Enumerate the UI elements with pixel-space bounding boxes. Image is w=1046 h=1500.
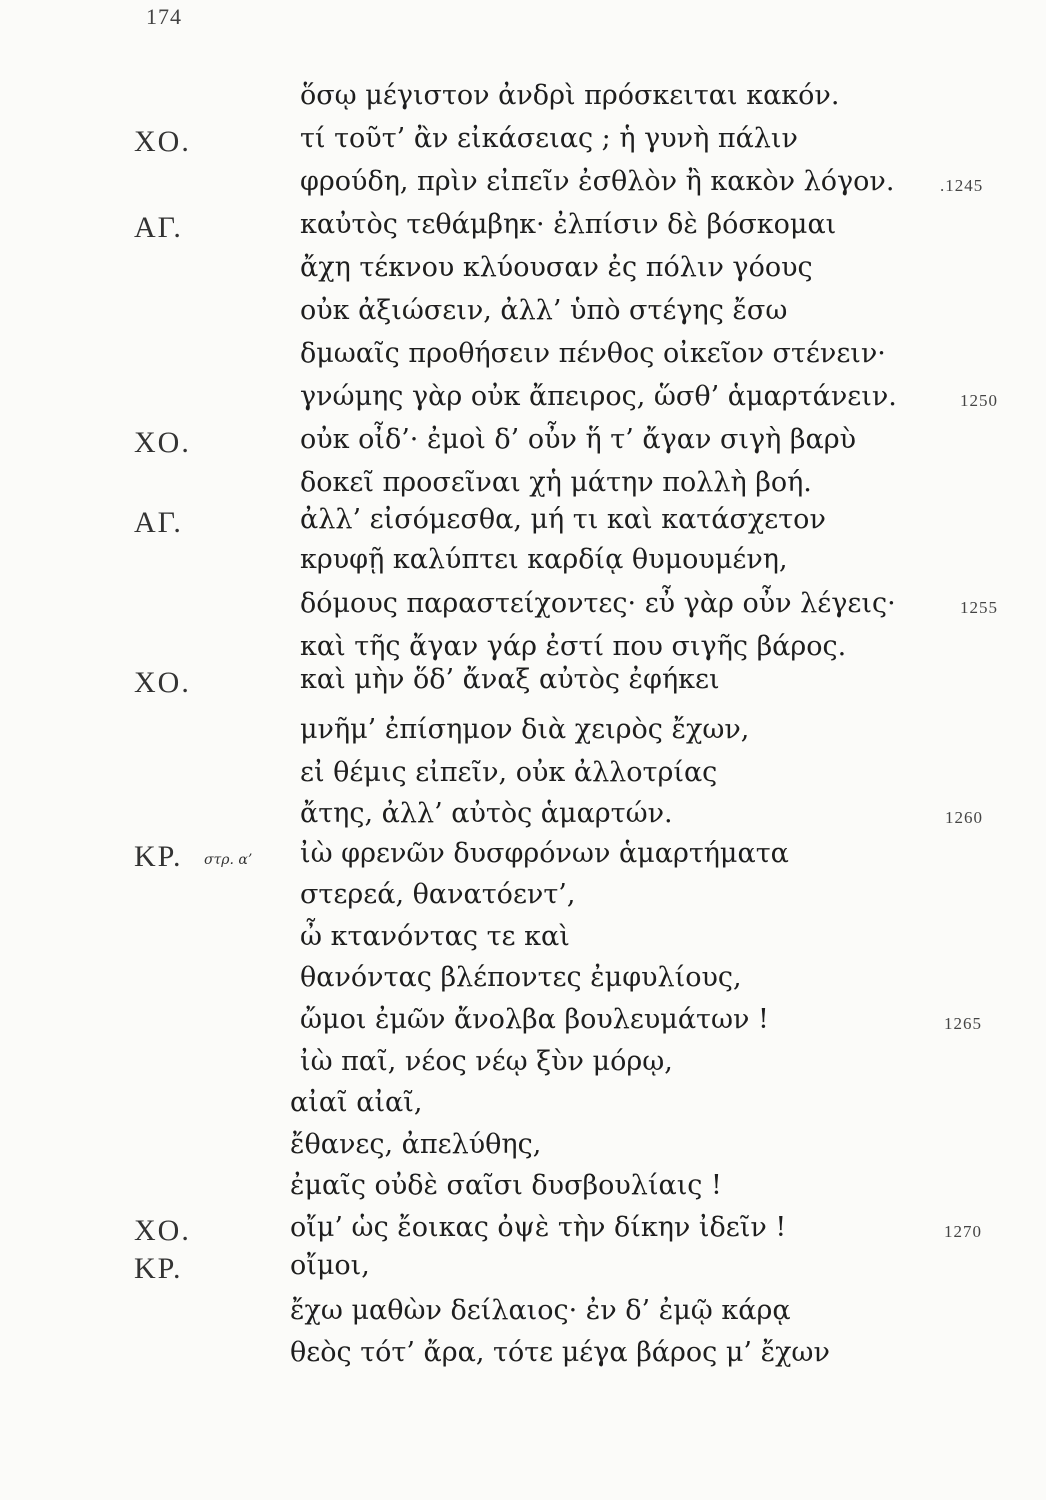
verse-text: καὶ μὴν ὅδ’ ἄναξ αὐτὸς ἐφήκει	[300, 664, 720, 695]
verse-text: ἔθανες, ἀπελύθης,	[290, 1129, 542, 1160]
speaker-label: ΧΟ.	[134, 666, 191, 699]
verse-text: τί τοῦτ’ ἂν εἰκάσειας ; ἡ γυνὴ πάλιν	[300, 123, 798, 154]
verse-text: εἰ θέμις εἰπεῖν, οὐκ ἀλλοτρίας	[300, 757, 718, 788]
verse-line	[0, 166, 1046, 206]
speaker-label: ΚΡ.	[134, 840, 183, 873]
verse-line	[0, 1046, 1046, 1086]
verse-line	[0, 921, 1046, 961]
verse-line	[0, 123, 1046, 163]
speaker-label: ΧΟ.	[134, 125, 191, 158]
verse-text: θεὸς τότ’ ἄρα, τότε μέγα βάρος μ’ ἔχων	[290, 1337, 830, 1368]
line-number: 1260	[945, 808, 983, 827]
line-number: 1255	[960, 598, 998, 617]
verse-text: ἐμαῖς οὐδὲ σαῖσι δυσβουλίαις !	[290, 1170, 722, 1201]
page-number: 174	[146, 4, 182, 29]
verse-line	[0, 664, 1046, 704]
verse-line	[0, 838, 1046, 878]
verse-line	[0, 1295, 1046, 1335]
verse-line	[0, 295, 1046, 335]
verse-text: ἔχω μαθὼν δείλαιος· ἐν δ’ ἐμῷ κάρᾳ	[290, 1295, 791, 1326]
verse-line	[0, 209, 1046, 249]
verse-line	[0, 1129, 1046, 1169]
verse-text: ἄχη τέκνου κλύουσαν ἐς πόλιν γόους	[300, 252, 813, 283]
strophe-marker: στρ. α’	[204, 852, 253, 868]
line-number: .1245	[940, 176, 984, 195]
speaker-label: ΧΟ.	[134, 1214, 191, 1247]
verse-line	[0, 1212, 1046, 1252]
verse-text: ὅσῳ μέγιστον ἀνδρὶ πρόσκειται κακόν.	[300, 80, 840, 111]
verse-text: οἴμοι,	[290, 1250, 370, 1281]
verse-text: καὶ τῆς ἄγαν γάρ ἐστί που σιγῆς βάρος.	[300, 631, 847, 662]
verse-line	[0, 757, 1046, 797]
verse-text: οὐκ οἶδ’· ἐμοὶ δ’ οὖν ἥ τ’ ἄγαν σιγὴ βαρὺ	[300, 424, 857, 455]
verse-text: ἰὼ παῖ, νέος νέῳ ξὺν μόρῳ,	[300, 1046, 673, 1077]
verse-line	[0, 1004, 1046, 1044]
verse-text: ὦ κτανόντας τε καὶ	[300, 921, 570, 952]
verse-text: οἴμ’ ὡς ἔοικας ὀψὲ τὴν δίκην ἰδεῖν !	[290, 1212, 787, 1243]
verse-text: ἰὼ φρενῶν δυσφρόνων ἁμαρτήματα	[300, 838, 789, 869]
speaker-label: ΑΓ.	[134, 506, 183, 539]
verse-text: μνῆμ’ ἐπίσημον διὰ χειρὸς ἔχων,	[300, 714, 750, 745]
verse-text: ἀλλ’ εἰσόμεσθα, μή τι καὶ κατάσχετον	[300, 504, 826, 535]
verse-line	[0, 80, 1046, 120]
verse-line	[0, 798, 1046, 838]
verse-text: στερεά, θανατόεντ’,	[300, 879, 576, 910]
verse-line	[0, 338, 1046, 378]
verse-text: κρυφῇ καλύπτει καρδίᾳ θυμουμένη,	[300, 544, 788, 575]
verse-line	[0, 1337, 1046, 1377]
verse-text: δοκεῖ προσεῖναι χἡ μάτην πολλὴ βοή.	[300, 467, 812, 498]
verse-line	[0, 588, 1046, 628]
verse-text: φρούδη, πρὶν εἰπεῖν ἐσθλὸν ἢ κακὸν λόγον.	[300, 166, 895, 197]
verse-text: γνώμης γὰρ οὐκ ἄπειρος, ὥσθ’ ἁμαρτάνειν.	[300, 381, 897, 412]
verse-line	[0, 1170, 1046, 1210]
verse-line	[0, 504, 1046, 544]
verse-text: καὐτὸς τεθάμβηκ· ἐλπίσιν δὲ βόσκομαι	[300, 209, 837, 240]
verse-line	[0, 252, 1046, 292]
speaker-label: ΚΡ.	[134, 1252, 183, 1285]
verse-line	[0, 467, 1046, 507]
line-number: 1250	[960, 391, 998, 410]
verse-line	[0, 1087, 1046, 1127]
verse-text: αἰαῖ αἰαῖ,	[290, 1087, 423, 1118]
verse-line	[0, 879, 1046, 919]
verse-line	[0, 714, 1046, 754]
verse-line	[0, 544, 1046, 584]
verse-text: ὤμοι ἐμῶν ἄνολβα βουλευμάτων !	[300, 1004, 769, 1035]
verse-text: δόμους παραστείχοντες· εὖ γὰρ οὖν λέγεις·	[300, 588, 896, 619]
verse-line	[0, 424, 1046, 464]
verse-line	[0, 962, 1046, 1002]
verse-text: θανόντας βλέποντες ἐμφυλίους,	[300, 962, 742, 993]
verse-text: δμωαῖς προθήσειν πένθος οἰκεῖον στένειν·	[300, 338, 886, 369]
speaker-label: ΑΓ.	[134, 211, 183, 244]
verse-line	[0, 1250, 1046, 1290]
line-number: 1265	[944, 1014, 982, 1033]
line-number: 1270	[944, 1222, 982, 1241]
speaker-label: ΧΟ.	[134, 426, 191, 459]
verse-line	[0, 381, 1046, 421]
verse-text: οὐκ ἀξιώσειν, ἀλλ’ ὑπὸ στέγης ἔσω	[300, 295, 788, 326]
verse-text: ἄτης, ἀλλ’ αὐτὸς ἁμαρτών.	[300, 798, 673, 829]
